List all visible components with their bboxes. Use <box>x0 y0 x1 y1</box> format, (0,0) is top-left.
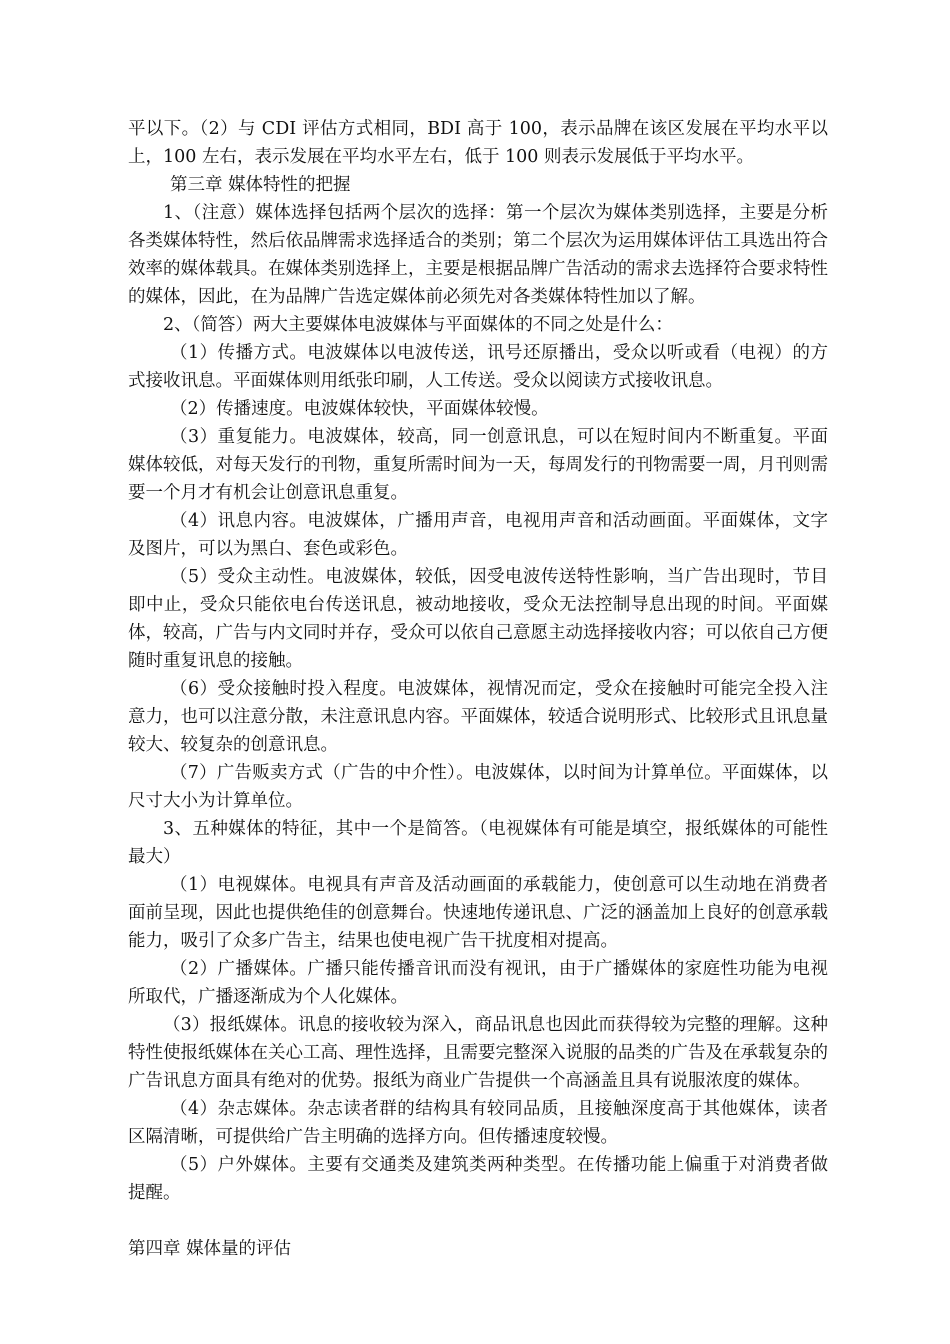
paragraph-item-3-4: （4）杂志媒体。杂志读者群的结构具有较同品质，且接触深度高于其他媒体，读者区隔清晰，可提供给广告主明确的选择方向。但传播速度较慢。 <box>128 1099 828 1147</box>
paragraph-item-3-5: （5）户外媒体。主要有交通类及建筑类两种类型。在传播功能上偏重于对消费者做提醒。 <box>128 1155 828 1203</box>
paragraph-item-2-3: （3）重复能力。电波媒体，较高，同一创意讯息，可以在短时间内不断重复。平面媒体较低，对每天发行的刊物，重复所需时间为一天，每周发行的刊物需要一周，月刊则需要一个月才有机会让创意讯息重复。 <box>128 427 828 503</box>
paragraph-item-3-3: （3）报纸媒体。讯息的接收较为深入，商品讯息也因此而获得较为完整的理解。这种特性使报纸媒体在关心工高、理性选择，且需要完整深入说服的品类的广告及在承载复杂的广告讯息方面具有绝对的优势。报纸为商业广告提供一个高涵盖且具有说服浓度的媒体。 <box>128 1015 828 1091</box>
chapter-4-heading: 第四章 媒体量的评估 <box>128 1239 292 1259</box>
paragraph-item-1: 1、（注意）媒体选择包括两个层次的选择：第一个层次为媒体类别选择，主要是分析各类媒体特性，然后依品牌需求选择适合的类别；第二个层次为运用媒体评估工具选出符合效率的媒体载具。在媒体类别选择上，主要是根据品牌广告活动的需求去选择符合要求特性的媒体，因此，在为品牌广告选定媒体前必须先对各类媒体特性加以了解。 <box>128 203 828 307</box>
paragraph-bdi-continuation: 平以下。（2）与 CDI 评估方式相同，BDI 高于 100，表示品牌在该区发展在平均水平以上，100 左右，表示发展在平均水平左右，低于 100 则表示发展低于平均水平。 <box>128 119 828 167</box>
paragraph-spacer <box>128 1207 828 1235</box>
paragraph-item-2-1: （1）传播方式。电波媒体以电波传送，讯号还原播出，受众以听或看（电视）的方式接收讯息。平面媒体则用纸张印刷，人工传送。受众以阅读方式接收讯息。 <box>128 343 828 391</box>
paragraph-item-2: 2、（简答）两大主要媒体电波媒体与平面媒体的不同之处是什么： <box>163 315 673 335</box>
document-body <box>128 115 828 1263</box>
paragraph-item-3: 3、五种媒体的特征，其中一个是简答。（电视媒体有可能是填空，报纸媒体的可能性最大） <box>128 819 828 867</box>
paragraph-item-2-5: （5）受众主动性。电波媒体，较低，因受电波传送特性影响，当广告出现时，节目即中止，受众只能依电台传送讯息，被动地接收，受众无法控制导息出现的时间。平面媒体，较高，广告与内文同时并存，受众可以依自己意愿主动选择接收内容；可以依自己方便随时重复讯息的接触。 <box>128 567 828 671</box>
paragraph-item-2-6: （6）受众接触时投入程度。电波媒体，视情况而定，受众在接触时可能完全投入注意力，也可以注意分散，未注意讯息内容。平面媒体，较适合说明形式、比较形式且讯息量较大、较复杂的创意讯息。 <box>128 679 828 755</box>
chapter-3-heading: 第三章 媒体特性的把握 <box>170 175 351 195</box>
paragraph-item-3-2: （2）广播媒体。广播只能传播音讯而没有视讯，由于广播媒体的家庭性功能为电视所取代，广播逐渐成为个人化媒体。 <box>128 959 828 1007</box>
paragraph-item-2-2: （2）传播速度。电波媒体较快，平面媒体较慢。 <box>170 399 549 419</box>
paragraph-item-3-1: （1）电视媒体。电视具有声音及活动画面的承载能力，使创意可以生动地在消费者面前呈现，因此也提供绝佳的创意舞台。快速地传递讯息、广泛的涵盖加上良好的创意承载能力，吸引了众多广告主，结果也使电视广告干扰度相对提高。 <box>128 875 828 951</box>
paragraph-item-2-4: （4）讯息内容。电波媒体，广播用声音，电视用声音和活动画面。平面媒体，文字及图片，可以为黑白、套色或彩色。 <box>128 511 828 559</box>
paragraph-item-2-7: （7）广告贩卖方式（广告的中介性）。电波媒体，以时间为计算单位。平面媒体，以尺寸大小为计算单位。 <box>128 763 828 811</box>
